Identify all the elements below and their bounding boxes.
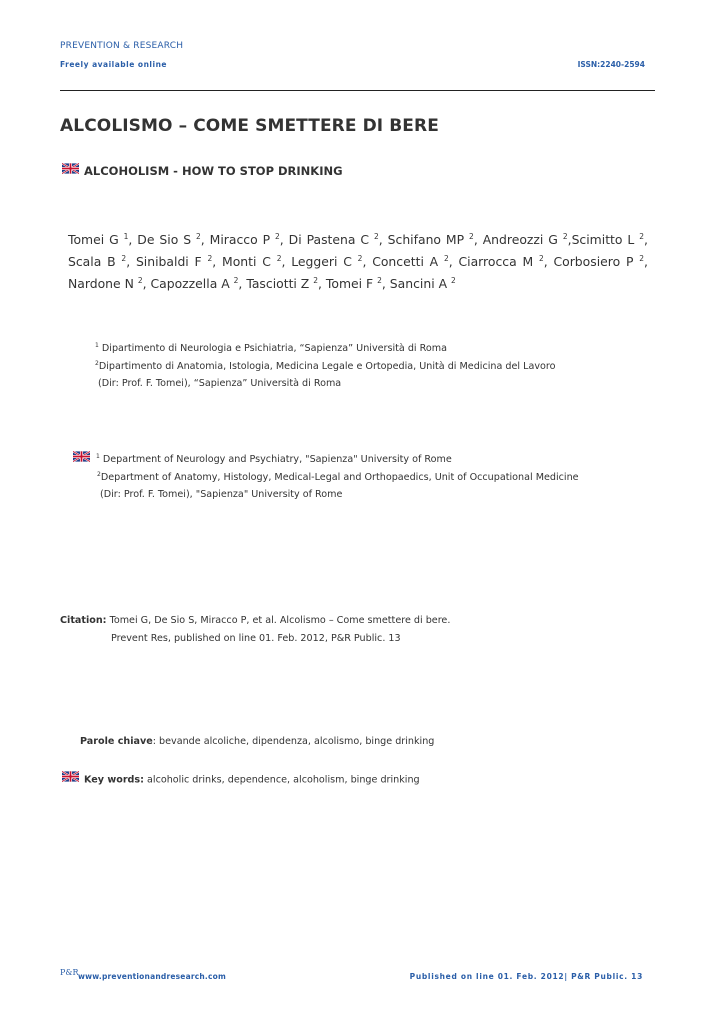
author-affiliation-number: 2 [207, 253, 213, 263]
uk-flag-icon [62, 163, 79, 174]
key-words-text: alcoholic drinks, dependence, alcoholism, binge drinking [143, 774, 420, 786]
journal-logo: PREVENTION & RESEARCH [60, 41, 184, 51]
affiliation-line [97, 469, 579, 487]
affiliation-text: Dipartimento di Anatomia, Istologia, Medicina Legale e Ortopedia, Unità di Medicina del Lavoro [98, 360, 556, 372]
citation-label: Citation: [60, 615, 107, 626]
affiliation-number: 1 [95, 341, 99, 349]
affiliations-english [73, 451, 579, 504]
footer-url-link[interactable]: www.preventionandresearch.com [78, 972, 226, 981]
affiliation-line [95, 358, 556, 376]
affiliation-line [95, 375, 556, 393]
author-affiliation-number: 2 [562, 231, 568, 241]
author-affiliation-number: 2 [313, 275, 319, 285]
affiliation-line [97, 486, 579, 504]
author-affiliation-number: 2 [451, 275, 456, 285]
key-words [62, 774, 420, 786]
parole-chiave-text: : bevande alcoliche, dipendenza, alcolismo, binge drinking [152, 736, 435, 747]
header-divider [60, 90, 655, 91]
author-affiliation-number: 2 [639, 253, 645, 263]
author-name: Ciarrocca M [458, 253, 539, 269]
tagline: Freely available online [60, 60, 167, 69]
author-affiliation-number: 2 [137, 275, 143, 285]
affiliation-number: 2 [97, 470, 101, 478]
author-name: Leggeri C [291, 253, 358, 269]
affiliation-line [96, 454, 452, 465]
affiliation-text: Department of Neurology and Psychiatry, "Sapienza" University of Rome [102, 454, 452, 465]
parole-chiave-label: Parole chiave [80, 736, 153, 747]
author-affiliation-number: 2 [639, 231, 645, 241]
affiliation-text: (Dir: Prof. F. Tomei), "Sapienza" University of Rome [100, 489, 343, 500]
affiliation-number: 1 [96, 452, 100, 460]
author-name: De Sio S [137, 232, 196, 247]
footer-published: Published on line 01. Feb. 2012| P&R Public. 13 [409, 972, 643, 981]
author-affiliation-number: 2 [538, 253, 544, 263]
affiliations-italian [95, 340, 556, 393]
author-name: Tomei G [68, 232, 124, 247]
author-name: Tasciotti Z [246, 275, 314, 291]
citation-line-2: Prevent Res, published on line 01. Feb. 2012, P&R Public. 13 [111, 632, 401, 644]
parole-chiave [80, 736, 434, 747]
affiliation-line [95, 340, 556, 358]
author-name: Capozzella A [150, 275, 234, 291]
affiliation-number: 2 [95, 359, 99, 367]
key-words-label: Key words: [84, 774, 144, 786]
author-affiliation-number: 2 [233, 275, 239, 285]
author-name: Di Pastena C [288, 232, 374, 247]
affiliation-text: Dipartimento di Neurologia e Psichiatria, “Sapienza” Università di Roma [101, 343, 447, 354]
author-affiliation-number: 2 [275, 231, 280, 241]
author-affiliation-number: 2 [196, 231, 201, 241]
citation-line-1: Tomei G, De Sio S, Miracco P, et al. Alcolismo – Come smettere di bere. [109, 615, 451, 626]
author-name: Scimitto L [571, 232, 640, 247]
issn: ISSN:2240-2594 [577, 60, 645, 69]
english-title [62, 164, 343, 178]
author-affiliation-number: 2 [276, 253, 282, 263]
author-affiliation-number: 2 [469, 231, 474, 241]
footer-logo: P&R [60, 968, 79, 977]
author-affiliation-number: 2 [121, 253, 127, 263]
author-list: Tomei G $^1$, De Sio S $^2$, Miracco P $^2$, Di Pastena C $^2$, Schifano MP $^2$, Andreozzi G $^2$,Scimitto L $^2$, Scala B $^2$, Sinibaldi F $^2$, Monti C $^2$, Leggeri C $^2$, Concetti A $^2$, Ciarrocca M $^2$, Corbosiero P $^2$, Nardone N $^2$, Capozzella A $^2$, Tasciotti Z $^2$, Tomei F $^2$, Sancini A $^2$ [68, 231, 648, 291]
uk-flag-icon [62, 771, 79, 782]
author-affiliation-number: 2 [377, 275, 382, 285]
uk-flag-icon [73, 451, 90, 462]
author-name: Andreozzi G [482, 232, 563, 247]
affiliation-text: (Dir: Prof. F. Tomei), “Sapienza” Università di Roma [98, 378, 342, 389]
author-name: Monti C [222, 253, 277, 269]
author-name: Sancini A [389, 275, 451, 291]
citation [60, 612, 450, 647]
affiliation-text: Department of Anatomy, Histology, Medical-Legal and Orthopaedics, Unit of Occupational Medicine [100, 471, 579, 483]
author-name: Scala B [68, 253, 122, 269]
author-name: Tomei F [325, 275, 378, 291]
author-affiliation-number: 2 [357, 253, 363, 263]
author-name: Nardone N [68, 275, 138, 291]
author-name: Corbosiero P [553, 253, 640, 269]
page-title: ALCOLISMO – COME SMETTERE DI BERE [60, 116, 439, 136]
english-title-text: ALCOHOLISM - HOW TO STOP DRINKING [84, 164, 343, 178]
author-affiliation-number: 1 [123, 231, 129, 241]
author-name: Sinibaldi F [135, 253, 208, 269]
author-affiliation-number: 2 [443, 253, 449, 263]
author-name: Miracco P [209, 232, 276, 247]
author-name: Schifano MP [387, 232, 470, 247]
author-affiliation-number: 2 [373, 231, 379, 241]
author-name: Concetti A [372, 253, 444, 269]
